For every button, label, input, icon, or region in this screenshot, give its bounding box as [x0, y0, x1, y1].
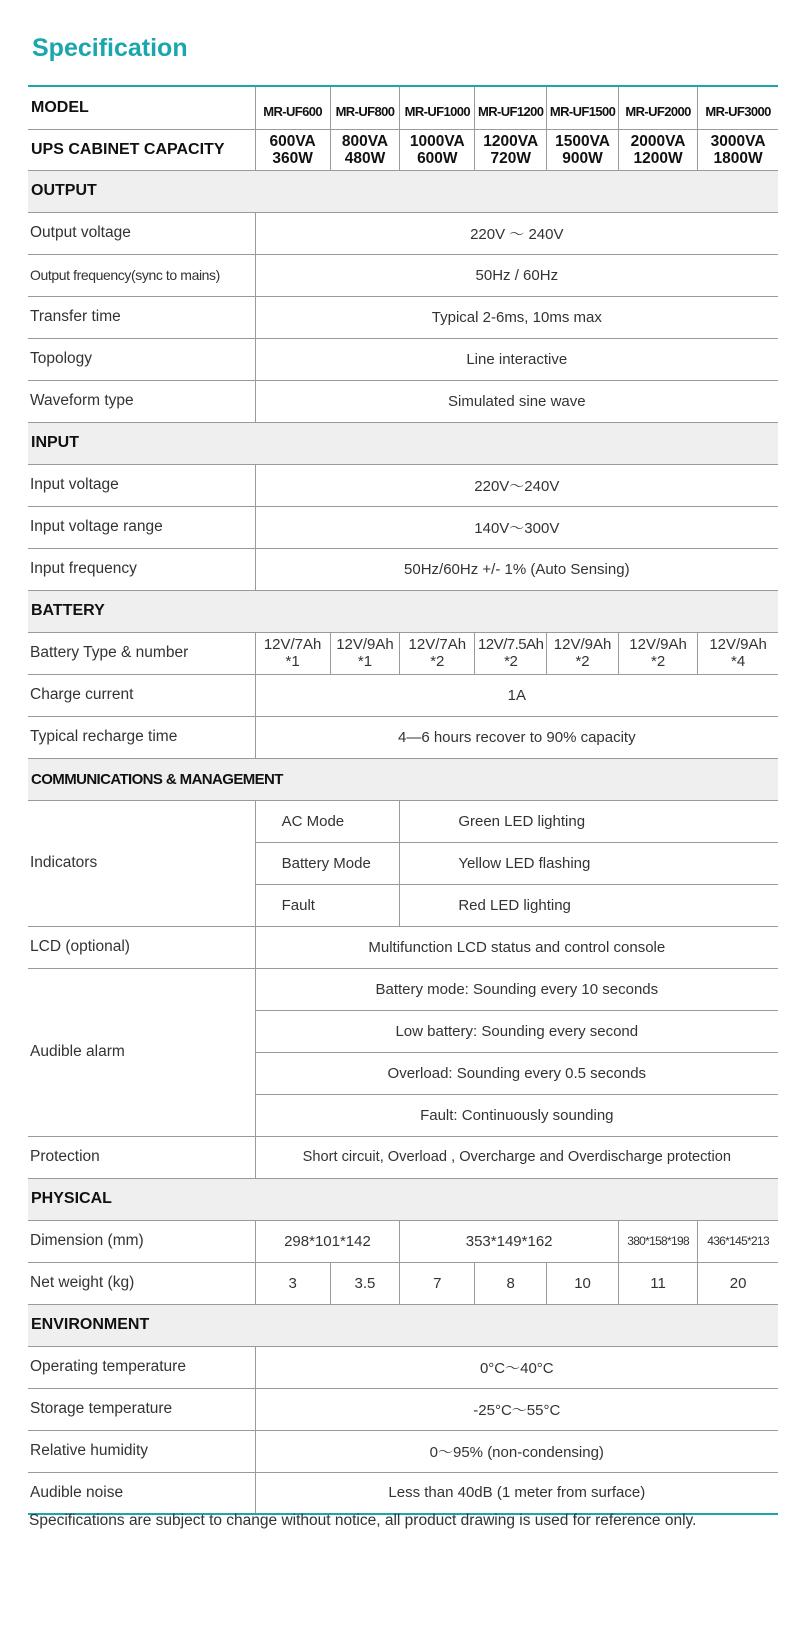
- battery-count: *2: [575, 653, 590, 670]
- row-value: Line interactive: [255, 338, 778, 380]
- section-title: PHYSICAL: [28, 1178, 778, 1220]
- battery-type-row: [28, 632, 778, 674]
- row-label: Indicators: [28, 800, 255, 926]
- model-label: MODEL: [31, 98, 89, 116]
- battery-cell: [475, 632, 547, 674]
- weight-value: 10: [547, 1262, 619, 1304]
- spec-row: [28, 296, 778, 338]
- capacity-w: 360W: [272, 149, 313, 167]
- weight-row: [28, 1262, 778, 1304]
- spec-row: [28, 926, 778, 968]
- battery-cell: [330, 632, 400, 674]
- weight-value: 3.5: [330, 1262, 400, 1304]
- battery-cell: [255, 632, 330, 674]
- row-label: Storage temperature: [28, 1388, 255, 1430]
- capacity-cell: [618, 129, 697, 170]
- dimension-value: 380*158*198: [618, 1220, 697, 1262]
- capacity-w: 1200W: [633, 149, 683, 167]
- model-name: MR-UF3000: [698, 86, 778, 129]
- capacity-label: UPS CABINET CAPACITY: [28, 129, 255, 170]
- row-label: Output frequency(sync to mains): [28, 254, 255, 296]
- spec-row: [28, 548, 778, 590]
- row-label: Waveform type: [28, 380, 255, 422]
- row-label: Protection: [28, 1136, 255, 1178]
- spec-row: [28, 506, 778, 548]
- row-value: Simulated sine wave: [255, 380, 778, 422]
- capacity-va: 3000VA: [710, 132, 766, 150]
- model-name: MR-UF1200: [475, 86, 547, 129]
- battery-count: *2: [504, 653, 518, 670]
- row-label: Input voltage: [28, 464, 255, 506]
- capacity-w: 600W: [417, 149, 458, 167]
- row-label: Audible noise: [28, 1472, 255, 1514]
- alarm-value: Fault: Continuously sounding: [255, 1094, 778, 1136]
- capacity-w: 480W: [344, 149, 386, 167]
- battery-type: 12V/7.5Ah: [477, 636, 544, 653]
- battery-cell: [547, 632, 619, 674]
- section-header-communications: [28, 758, 778, 800]
- battery-count: *2: [430, 653, 445, 670]
- row-label: Charge current: [28, 674, 255, 716]
- footnote: Specifications are subject to change without notice, all product drawing is used for reference only.: [29, 1512, 697, 1529]
- section-title: COMMUNICATIONS & MANAGEMENT: [28, 758, 778, 800]
- spec-row: [28, 212, 778, 254]
- dimension-value: 436*145*213: [698, 1220, 778, 1262]
- section-title: ENVIRONMENT: [28, 1304, 778, 1346]
- alarm-value: Battery mode: Sounding every 10 seconds: [255, 968, 778, 1010]
- dimension-value: 298*101*142: [255, 1220, 400, 1262]
- indicator-row: [28, 800, 778, 842]
- row-value: -25°C～55°C: [255, 1388, 778, 1430]
- section-header-environment: [28, 1304, 778, 1346]
- capacity-cell: [698, 129, 778, 170]
- section-title: BATTERY: [28, 590, 778, 632]
- row-label: Typical recharge time: [28, 716, 255, 758]
- row-label: Battery Type & number: [28, 632, 255, 674]
- row-value: 220V ～ 240V: [255, 212, 778, 254]
- spec-row: [28, 1346, 778, 1388]
- row-value: Short circuit, Overload , Overcharge and Overdischarge protection: [255, 1136, 778, 1178]
- row-label: Operating temperature: [28, 1346, 255, 1388]
- dimension-value: 353*149*162: [400, 1220, 619, 1262]
- alarm-value: Overload: Sounding every 0.5 seconds: [255, 1052, 778, 1094]
- spec-row: [28, 338, 778, 380]
- model-row: [28, 86, 778, 129]
- alarm-row: [28, 968, 778, 1010]
- battery-count: *1: [357, 653, 373, 670]
- indicator-led: Green LED lighting: [400, 800, 778, 842]
- battery-type: 12V/7Ah: [263, 636, 322, 653]
- battery-type: 12V/9Ah: [709, 636, 767, 653]
- row-label: Net weight (kg): [28, 1262, 255, 1304]
- section-header-output: [28, 170, 778, 212]
- capacity-w: 720W: [490, 149, 531, 167]
- row-value: 50Hz/60Hz +/- 1% (Auto Sensing): [255, 548, 778, 590]
- model-name: MR-UF1000: [400, 86, 475, 129]
- spec-row: [28, 1430, 778, 1472]
- row-value: Typical 2-6ms, 10ms max: [255, 296, 778, 338]
- indicator-mode: Fault: [255, 884, 400, 926]
- section-title: OUTPUT: [28, 170, 778, 212]
- specification-table: [28, 85, 778, 1515]
- row-value: Multifunction LCD status and control console: [255, 926, 778, 968]
- capacity-va: 1500VA: [555, 132, 610, 150]
- section-header-physical: [28, 1178, 778, 1220]
- row-value: 140V～300V: [255, 506, 778, 548]
- capacity-va: 1200VA: [483, 132, 539, 150]
- spec-row: [28, 674, 778, 716]
- page-title: Specification: [32, 34, 188, 62]
- weight-value: 8: [475, 1262, 547, 1304]
- capacity-w: 900W: [562, 149, 603, 167]
- weight-value: 20: [698, 1262, 778, 1304]
- row-value: 0°C～40°C: [255, 1346, 778, 1388]
- model-name: MR-UF2000: [618, 86, 697, 129]
- weight-value: 7: [400, 1262, 475, 1304]
- row-label: Topology: [28, 338, 255, 380]
- battery-count: *2: [650, 653, 666, 670]
- spec-row: [28, 1472, 778, 1514]
- section-header-battery: [28, 590, 778, 632]
- weight-value: 3: [255, 1262, 330, 1304]
- row-value: 220V～240V: [255, 464, 778, 506]
- spec-row: [28, 254, 778, 296]
- battery-cell: [618, 632, 697, 674]
- row-label: Input voltage range: [28, 506, 255, 548]
- dimension-row: [28, 1220, 778, 1262]
- model-name: MR-UF1500: [547, 86, 619, 129]
- row-value: 1A: [255, 674, 778, 716]
- row-label: LCD (optional): [28, 926, 255, 968]
- battery-count: *1: [285, 653, 300, 670]
- spec-row: [28, 380, 778, 422]
- battery-cell: [400, 632, 475, 674]
- model-name: MR-UF600: [255, 86, 330, 129]
- battery-type: 12V/9Ah: [336, 636, 394, 653]
- spec-row: [28, 1388, 778, 1430]
- row-label: Input frequency: [28, 548, 255, 590]
- battery-count: *4: [731, 653, 746, 670]
- indicator-mode: Battery Mode: [255, 842, 400, 884]
- capacity-cell: [547, 129, 619, 170]
- capacity-cell: [255, 129, 330, 170]
- battery-type: 12V/9Ah: [553, 636, 612, 653]
- spec-row: [28, 464, 778, 506]
- weight-value: 11: [618, 1262, 697, 1304]
- capacity-row: [28, 129, 778, 170]
- section-header-input: [28, 422, 778, 464]
- indicator-led: Red LED lighting: [400, 884, 778, 926]
- battery-type: 12V/7Ah: [408, 636, 467, 653]
- row-label: Relative humidity: [28, 1430, 255, 1472]
- capacity-w: 1800W: [713, 149, 763, 167]
- capacity-va: 600VA: [269, 132, 316, 150]
- capacity-va: 1000VA: [409, 132, 465, 150]
- model-name: MR-UF800: [330, 86, 400, 129]
- alarm-value: Low battery: Sounding every second: [255, 1010, 778, 1052]
- row-label: Audible alarm: [28, 968, 255, 1136]
- capacity-cell: [330, 129, 400, 170]
- row-value: Less than 40dB (1 meter from surface): [255, 1472, 778, 1514]
- row-label: Transfer time: [28, 296, 255, 338]
- row-label: Dimension (mm): [28, 1220, 255, 1262]
- capacity-cell: [400, 129, 475, 170]
- section-title: INPUT: [28, 422, 778, 464]
- row-label: Output voltage: [28, 212, 255, 254]
- battery-cell: [698, 632, 778, 674]
- indicator-mode: AC Mode: [255, 800, 400, 842]
- indicator-led: Yellow LED flashing: [400, 842, 778, 884]
- capacity-va: 800VA: [341, 132, 389, 150]
- row-value: 0～95% (non-condensing): [255, 1430, 778, 1472]
- spec-row: [28, 1136, 778, 1178]
- spec-row: [28, 716, 778, 758]
- battery-type: 12V/9Ah: [629, 636, 687, 653]
- row-value: 50Hz / 60Hz: [255, 254, 778, 296]
- row-value: 4—6 hours recover to 90% capacity: [255, 716, 778, 758]
- capacity-cell: [475, 129, 547, 170]
- capacity-va: 2000VA: [630, 132, 686, 150]
